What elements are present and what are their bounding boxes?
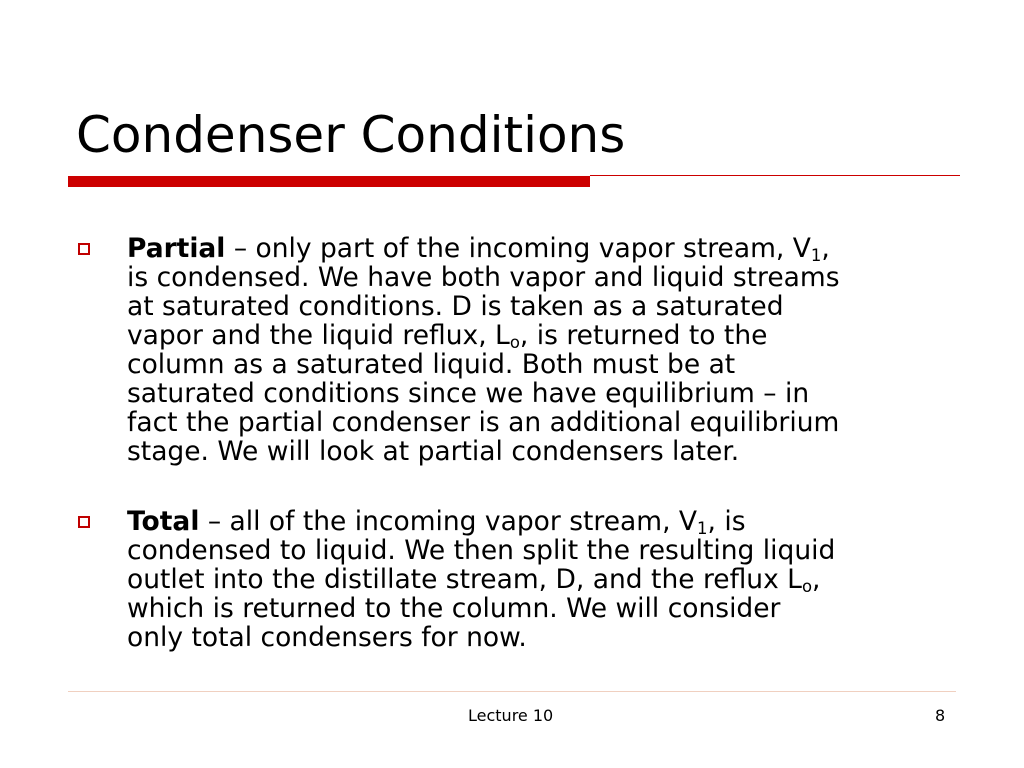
line-text-after: , [812,564,821,595]
bullet-line [127,623,835,652]
subscript: o [509,333,520,353]
square-bullet-icon [78,243,90,255]
line-text-after: , [821,233,830,264]
bullet-term: Total [127,506,200,537]
line-text: fact the partial condenser is an additional equilibrium [127,407,840,438]
slide-page-number: 8 [935,706,946,725]
line-text: vapor and the liquid reflux, L [127,320,510,351]
bullet-line [127,320,840,353]
line-text: condensed to liquid. We then split the resulting liquid [127,535,836,566]
title-underline-thin [590,175,960,176]
bullet-line [127,292,840,321]
line-text: column as a saturated liquid. Both must be at [127,349,736,380]
bullet-line [127,408,840,437]
bullet-line [127,263,840,292]
bullet-line [127,506,835,539]
line-text: – all of the incoming vapor stream, V [199,506,698,537]
subscript: 1 [810,246,822,266]
bullet-line [127,437,840,466]
bullet-line [127,536,835,565]
bullet-text [127,507,835,652]
line-text: at saturated conditions. D is taken as a saturated [127,291,784,322]
line-text-after: , is returned to the [519,320,768,351]
bullet-line [127,594,835,623]
bullet-line [127,564,835,597]
subscript: o [801,577,812,597]
bullet-line [127,350,840,379]
subscript: 1 [697,519,708,539]
line-text-after: , is [707,506,746,537]
title-underline-thick [68,176,590,187]
slide-title: Condenser Conditions [76,106,626,164]
bullet-line [127,233,840,266]
bullet-term: Partial [127,233,226,264]
square-bullet-icon [78,516,90,528]
line-text: outlet into the distillate stream, D, and the reflux L [127,564,802,595]
footer-lecture-label: Lecture 10 [468,706,554,725]
footer-divider [68,691,956,692]
bullet-line [127,379,840,408]
line-text: saturated conditions since we have equilibrium – in [127,378,810,409]
line-text: which is returned to the column. We will consider [127,593,781,624]
line-text: – only part of the incoming vapor stream, V [225,233,811,264]
line-text: only total condensers for now. [127,622,527,653]
line-text: stage. We will look at partial condensers later. [127,436,740,467]
bullet-text [127,234,840,466]
line-text: is condensed. We have both vapor and liquid streams [127,262,840,293]
